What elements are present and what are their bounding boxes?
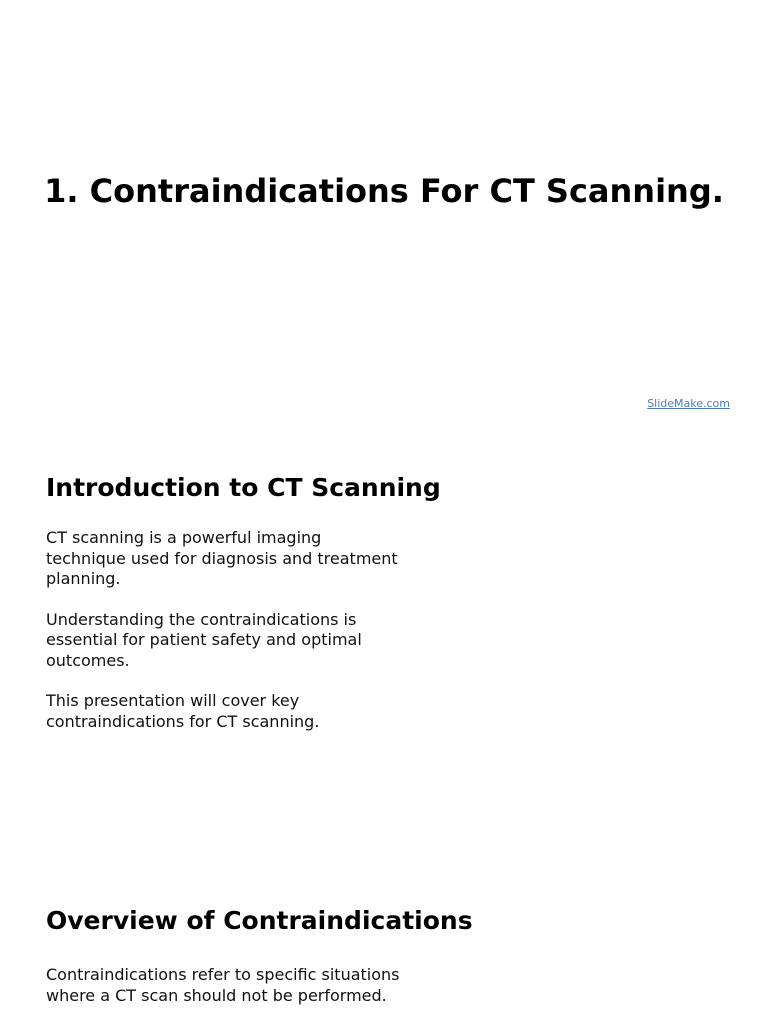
section-heading: Overview of Contraindications bbox=[46, 906, 473, 935]
paragraph: CT scanning is a powerful imaging technique used for diagnosis and treatment planning. bbox=[46, 528, 398, 588]
page-title: 1. Contraindications For CT Scanning. bbox=[44, 172, 724, 210]
slidemake-link[interactable]: SlideMake.com bbox=[647, 397, 730, 410]
section-introduction bbox=[46, 472, 441, 752]
section-overview bbox=[46, 905, 473, 1026]
section-heading: Introduction to CT Scanning bbox=[46, 473, 441, 502]
paragraph: Understanding the contraindications is essential for patient safety and optimal outcomes. bbox=[46, 609, 362, 670]
paragraph: Contraindications refer to specific situations where a CT scan should not be performed. bbox=[46, 965, 400, 1005]
paragraph: This presentation will cover key contraindications for CT scanning. bbox=[46, 691, 320, 731]
